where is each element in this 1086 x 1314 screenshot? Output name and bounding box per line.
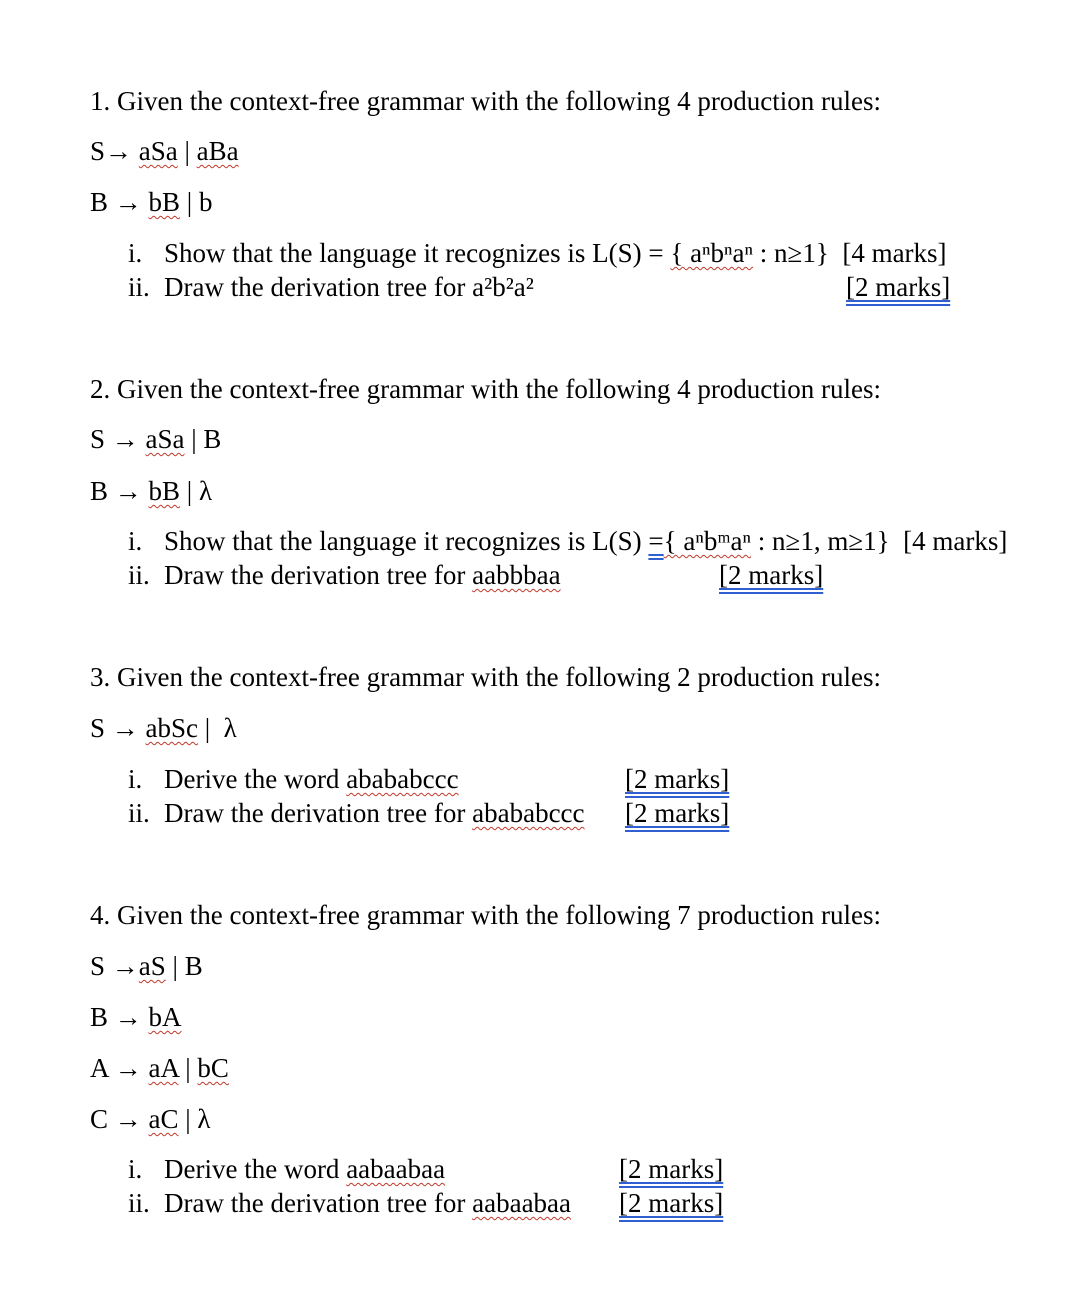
- arrow-icon: →: [114, 476, 142, 506]
- q1-rule-s-rhs2: aBa: [196, 136, 239, 166]
- q2-item-ii-pre: Draw the derivation tree for: [164, 560, 473, 590]
- q1-rule-s: [90, 138, 239, 165]
- q1-item-i-num: i.: [128, 238, 143, 268]
- arrow-icon: →: [114, 187, 142, 217]
- q3-heading: 3. Given the context-free grammar with the following 2 production rules:: [90, 662, 882, 692]
- q1-heading: 1. Given the context-free grammar with the following 4 production rules:: [90, 86, 882, 116]
- q1-rule-b-rhs1: bB: [148, 187, 181, 217]
- q4-rule-a-lhs: A: [90, 1053, 109, 1083]
- q4-item-ii-word: aabaabaa: [472, 1188, 572, 1218]
- q3-item-i-pre: Derive the word: [164, 764, 347, 794]
- q3-item-i-marks: [2 marks]: [625, 764, 730, 794]
- q1-item-i-marks: [4 marks]: [842, 238, 947, 268]
- q4-item-i-word: aabaabaa: [346, 1154, 446, 1184]
- arrow-icon: →: [111, 951, 139, 981]
- q3-rule-s-rhs1: abSc: [145, 713, 199, 743]
- q4-item-ii: [128, 1190, 571, 1217]
- q4-item-i: [128, 1156, 445, 1183]
- q1-rule-b: [90, 189, 212, 216]
- q4-rule-c-rhs2: λ: [197, 1104, 211, 1134]
- q2-item-ii-word: aabbbaa: [472, 560, 561, 590]
- q1-rule-b-sep: |: [186, 187, 193, 217]
- q4-rule-a-rhs2: bC: [197, 1053, 229, 1083]
- q3-rule-s-sep: |: [204, 713, 211, 743]
- q3-item-i-word: abababccc: [346, 764, 459, 794]
- q4-item-i-marks: [2 marks]: [619, 1154, 724, 1184]
- q1-item-i-lang: { aⁿbⁿaⁿ: [670, 238, 754, 268]
- q1-rule-b-rhs2: b: [198, 187, 213, 217]
- q2-rule-b-sep: |: [186, 476, 193, 506]
- q2-item-ii-num: ii.: [128, 560, 150, 590]
- q2-item-i-lang: { aⁿbᵐaⁿ: [663, 526, 752, 556]
- q4-rule-c-sep: |: [185, 1104, 191, 1134]
- q2-rule-s-sep: |: [191, 424, 197, 454]
- q4-rule-a-sep: |: [185, 1053, 191, 1083]
- q2-rule-b-lhs: B: [90, 476, 109, 506]
- arrow-icon: →: [114, 1053, 142, 1083]
- q2-rule-s-lhs: S: [90, 424, 106, 454]
- q1-rule-s-lhs: S: [90, 136, 106, 166]
- q1-item-i-pre: Show that the language it recognizes is L(S) =: [164, 238, 671, 268]
- q4-rule-b-rhs1: bA: [148, 1002, 182, 1032]
- q4-rule-b-lhs: B: [90, 1002, 109, 1032]
- arrow-icon: →: [114, 1104, 142, 1134]
- q4-rule-s-sep: |: [172, 951, 178, 981]
- q4-item-ii-marks: [2 marks]: [619, 1188, 724, 1218]
- q4-item-i-pre: Derive the word: [164, 1154, 347, 1184]
- q2-item-i-eq: =: [648, 526, 664, 556]
- q4-rule-b: [90, 1004, 182, 1031]
- q1-item-ii-num: ii.: [128, 272, 150, 302]
- q2-rule-b-rhs2: λ: [198, 476, 213, 506]
- q4-rule-c-lhs: C: [90, 1104, 109, 1134]
- q2-item-i-pre: Show that the language it recognizes is L(S): [164, 526, 649, 556]
- q3-item-ii-pre: Draw the derivation tree for: [164, 798, 473, 828]
- q2-item-i-num: i.: [128, 526, 143, 556]
- q1-rule-b-lhs: B: [90, 187, 109, 217]
- q2-heading: 2. Given the context-free grammar with the following 4 production rules:: [90, 374, 882, 404]
- q2-item-i: [128, 528, 1007, 555]
- q2-rule-s-rhs2: B: [203, 424, 222, 454]
- q4-rule-s-lhs: S: [90, 951, 106, 981]
- q3-item-ii-word: abababccc: [472, 798, 585, 828]
- q4-rule-a-rhs1: aA: [148, 1053, 179, 1083]
- q3-item-ii-marks: [2 marks]: [625, 798, 730, 828]
- q4-heading: 4. Given the context-free grammar with the following 7 production rules:: [90, 900, 882, 930]
- q3-item-ii-num: ii.: [128, 798, 150, 828]
- q4-rule-a: [90, 1055, 229, 1082]
- q2-rule-s: [90, 426, 221, 453]
- q3-item-i: [128, 766, 459, 793]
- q2-item-i-marks: [4 marks]: [903, 526, 1008, 556]
- q3-item-i-num: i.: [128, 764, 143, 794]
- q1-item-ii-text: Draw the derivation tree for a²b²a²: [164, 272, 534, 302]
- q1-rule-s-sep: |: [184, 136, 190, 166]
- q4-rule-s: [90, 953, 203, 980]
- q1-item-i: [128, 240, 947, 267]
- q1-rule-s-rhs1: aSa: [138, 136, 178, 166]
- q4-rule-s-rhs1: aS: [138, 951, 166, 981]
- q3-rule-s-lhs: S: [90, 713, 106, 743]
- q2-item-i-post: : n≥1, m≥1}: [751, 526, 890, 556]
- q4-item-ii-pre: Draw the derivation tree for: [164, 1188, 473, 1218]
- q2-item-ii-marks: [2 marks]: [719, 560, 824, 590]
- q4-rule-c-rhs1: aC: [148, 1104, 179, 1134]
- q2-rule-s-rhs1: aSa: [145, 424, 185, 454]
- q4-item-i-num: i.: [128, 1154, 143, 1184]
- q4-rule-c: [90, 1106, 211, 1133]
- q4-rule-s-rhs2: B: [184, 951, 203, 981]
- q3-rule-s-rhs2: λ: [223, 713, 237, 743]
- q3-item-ii: [128, 800, 585, 827]
- q4-item-ii-num: ii.: [128, 1188, 150, 1218]
- arrow-icon: →: [111, 424, 139, 454]
- q1-item-i-post: : n≥1}: [753, 238, 829, 268]
- q2-rule-b-rhs1: bB: [148, 476, 181, 506]
- arrow-icon: →: [111, 713, 139, 743]
- q1-item-ii-marks: [2 marks]: [846, 272, 951, 302]
- q1-item-ii: [128, 274, 534, 301]
- arrow-icon: →: [114, 1002, 142, 1032]
- q3-rule-s: [90, 715, 237, 742]
- arrow-icon: →: [105, 136, 133, 166]
- q2-rule-b: [90, 478, 212, 505]
- q2-item-ii: [128, 562, 561, 589]
